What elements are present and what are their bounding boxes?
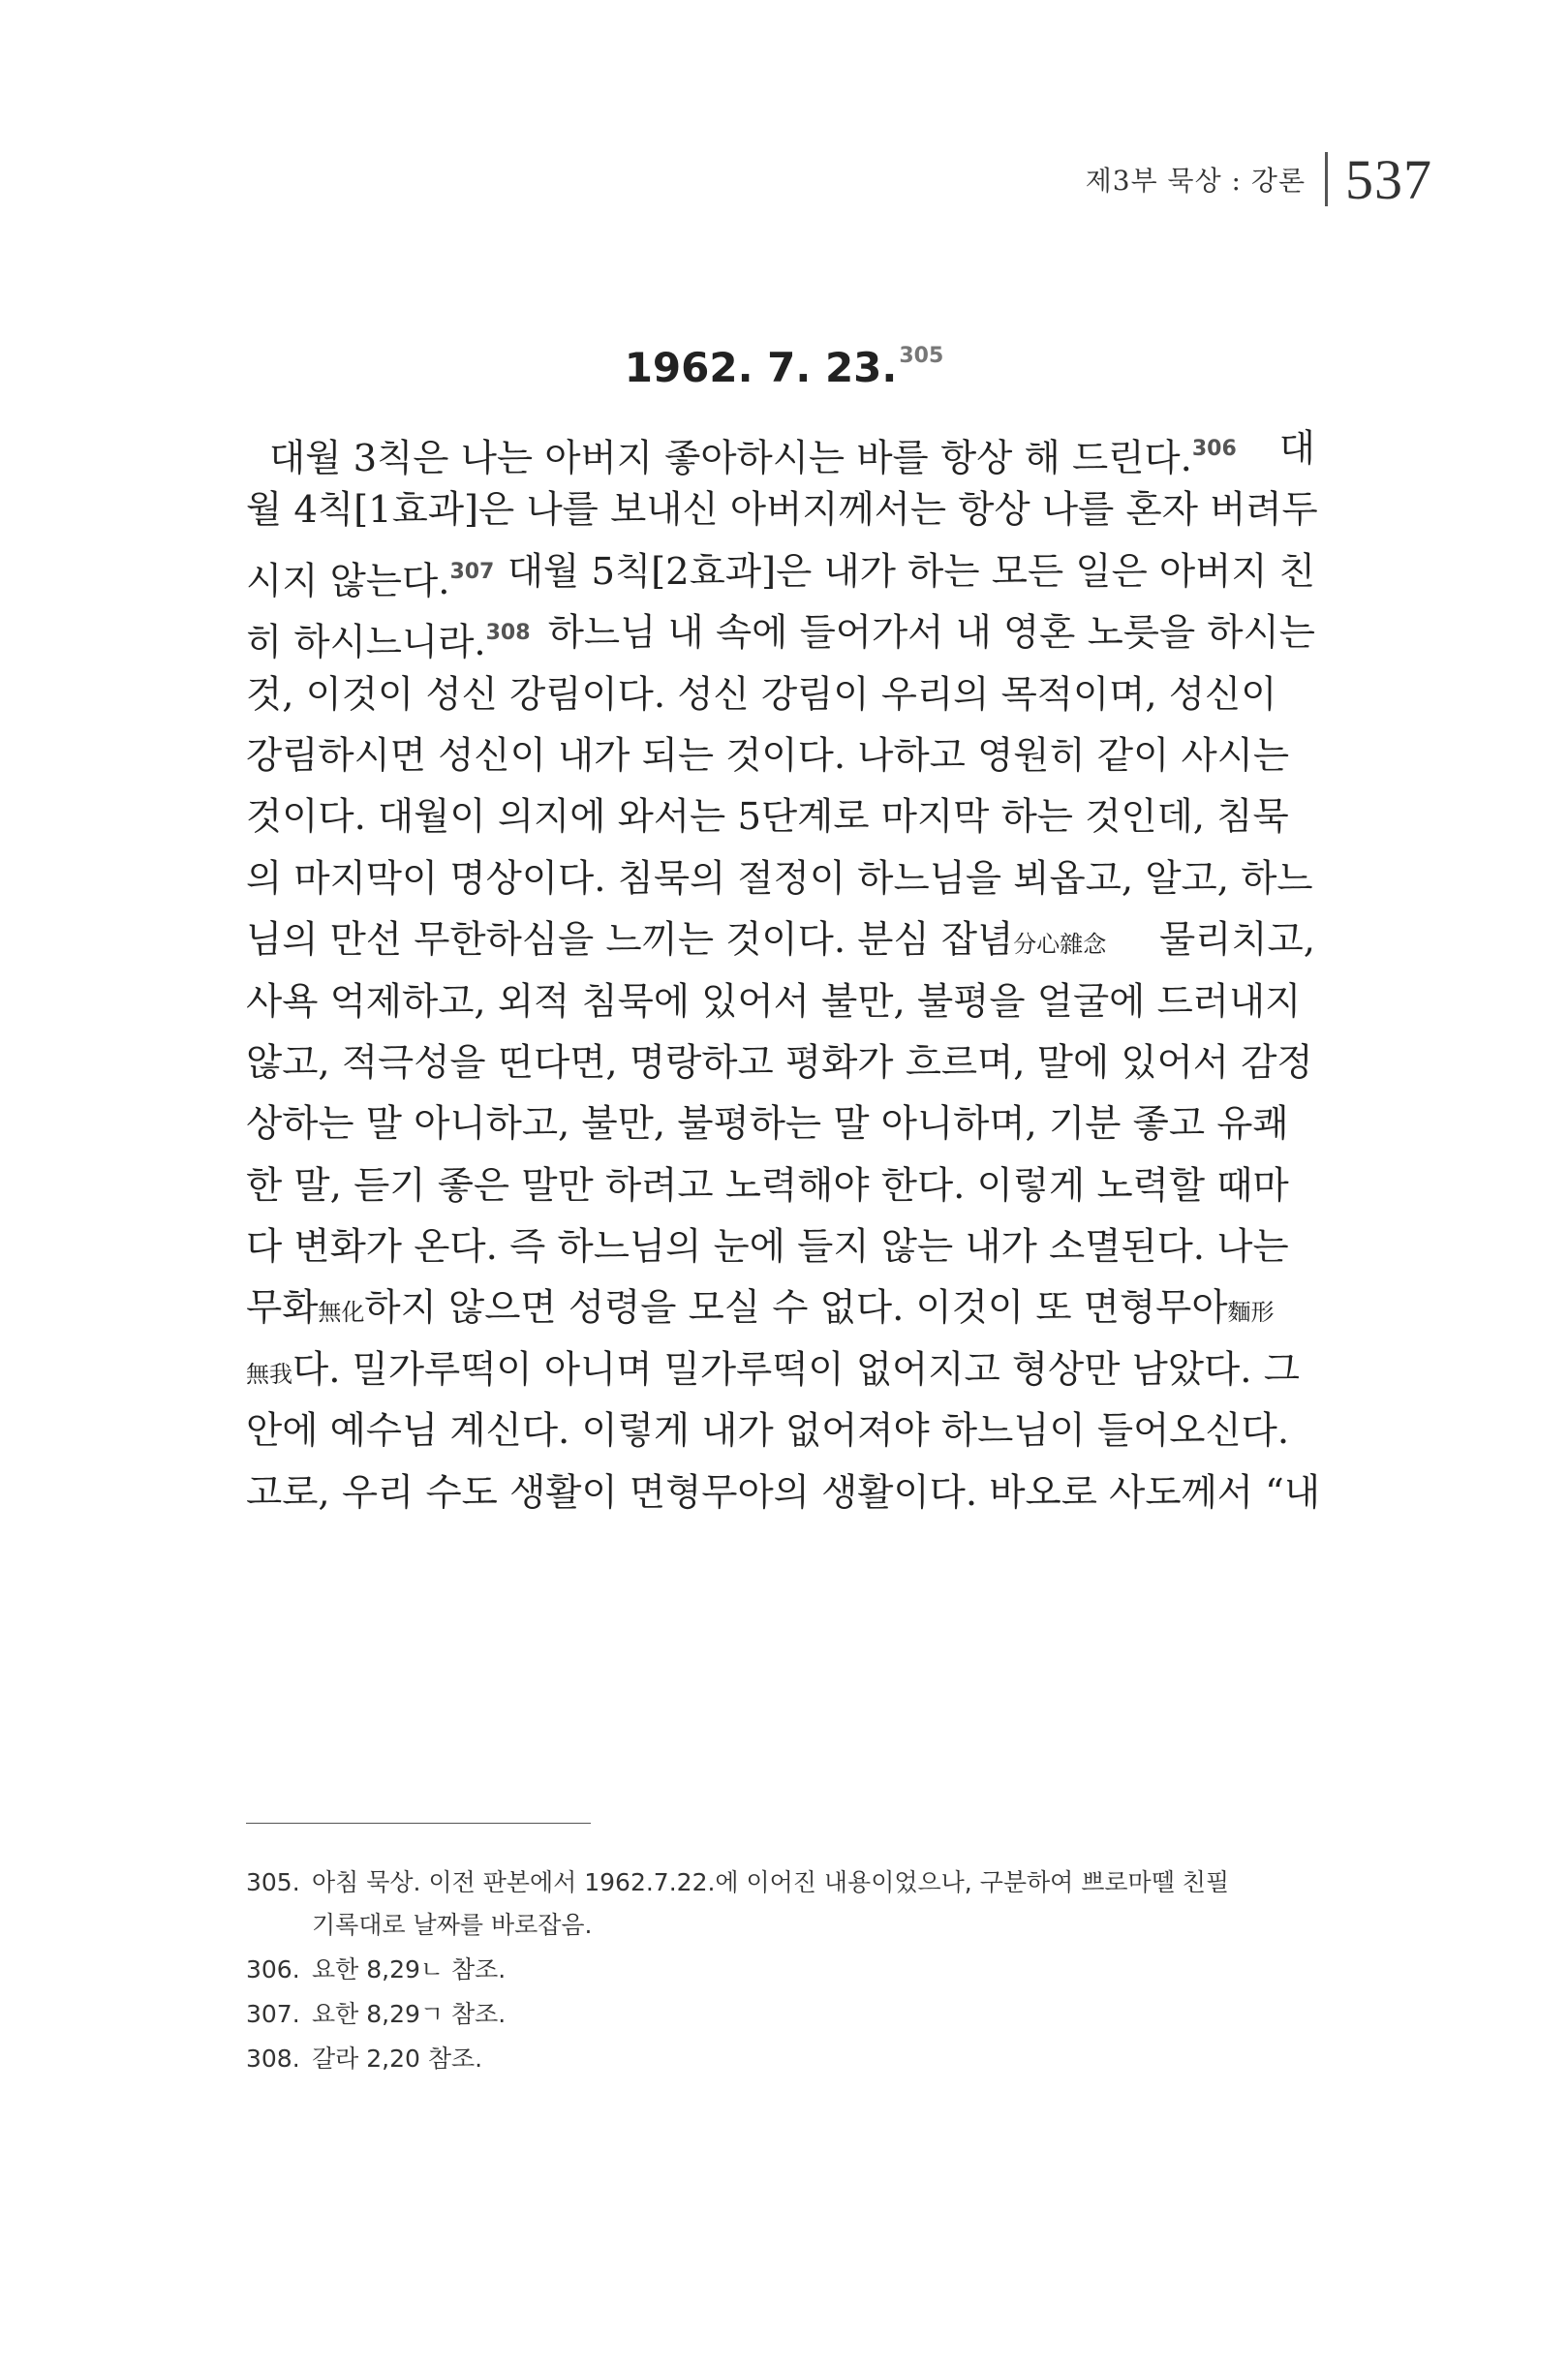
hanja-annotation: 無我 bbox=[246, 1360, 292, 1388]
text-segment: 물리치고, bbox=[1158, 918, 1315, 963]
footnote-number: 305. bbox=[246, 1868, 300, 1896]
text-segment: 대 bbox=[1278, 427, 1315, 471]
text-segment: 대월 3칙은 나는 아버지 좋아하시는 바를 항상 해 드린다.$^{306}$ bbox=[269, 437, 1237, 480]
entry-date: 1962. 7. 23. bbox=[624, 344, 898, 391]
footnote-305 bbox=[246, 1861, 1315, 1947]
page-number: 537 bbox=[1345, 147, 1432, 211]
entry-date-heading bbox=[0, 344, 1568, 391]
text-segment: 하느님 내 속에 들어가서 내 영혼 노릇을 하시는 bbox=[547, 611, 1315, 656]
hanja-annotation: 無化 bbox=[318, 1299, 365, 1327]
text-line: 고로, 우리 수도 생활이 면형무아의 생활이다. 바오로 사도께서 “내 bbox=[246, 1470, 1321, 1515]
text-line bbox=[246, 541, 1315, 602]
text-line: 안에 예수님 계신다. 이렇게 내가 없어져야 하느님이 들어오신다. bbox=[246, 1409, 1290, 1454]
text-segment: 無我다. 밀가루떡이 아니며 밀가루떡이 없어지고 형상만 남았다. 그 bbox=[246, 1347, 1300, 1392]
text-segment: 시지 않는다.$^{307}$ bbox=[246, 559, 495, 603]
footnote-ref-307: 307 bbox=[449, 559, 495, 584]
text-line bbox=[246, 602, 1315, 663]
text-line: 않고, 적극성을 띤다면, 명랑하고 평화가 흐르며, 말에 있어서 감정 bbox=[246, 1040, 1313, 1085]
footnote-number: 308. bbox=[246, 2045, 300, 2073]
footnote-text: 요한 8,29ㄱ 참조. bbox=[312, 2000, 507, 2028]
text-line: 강림하시면 성신이 내가 되는 것이다. 나하고 영원히 같이 사시는 bbox=[246, 733, 1290, 778]
footnote-307 bbox=[246, 1993, 1315, 2036]
footnote-text: 갈라 2,20 참조. bbox=[312, 2045, 483, 2073]
footnote-ref-308: 308 bbox=[485, 621, 531, 646]
footnote-ref-306: 306 bbox=[1191, 437, 1237, 461]
text-segment: 님의 만선 무한하심을 느끼는 것이다. 분심 잡념分心雜念 bbox=[246, 918, 1107, 963]
footnote-number: 307. bbox=[246, 2000, 300, 2028]
part-label: 제3부 묵상 : 강론 bbox=[1085, 165, 1306, 197]
footnotes bbox=[246, 1861, 1315, 2082]
header-divider bbox=[1325, 152, 1328, 206]
text-line: 한 말, 듣기 좋은 말만 하려고 노력해야 한다. 이렇게 노력할 때마 bbox=[246, 1163, 1289, 1208]
text-segment: 대월 5칙[2효과]은 내가 하는 모든 일은 아버지 친 bbox=[507, 549, 1315, 594]
footnote-text: 요한 8,29ㄴ 참조. bbox=[312, 1955, 507, 1984]
text-line: 월 4칙[1효과]은 나를 보내신 아버지께서는 항상 나를 혼자 버려두 bbox=[246, 488, 1318, 533]
footnote-306 bbox=[246, 1949, 1315, 1991]
body-text bbox=[246, 418, 1321, 1523]
footnote-ref-305: 305 bbox=[899, 344, 944, 368]
footnote-number: 306. bbox=[246, 1955, 300, 1984]
text-line: 의 마지막이 명상이다. 침묵의 절정이 하느님을 뵈옵고, 알고, 하느 bbox=[246, 856, 1313, 901]
text-line bbox=[246, 1277, 1315, 1338]
text-line: 것이다. 대월이 의지에 와서는 5단계로 마지막 하는 것인데, 침묵 bbox=[246, 795, 1289, 840]
hanja-annotation: 分心雜念 bbox=[1013, 931, 1107, 959]
text-segment: 무화無化하지 않으면 성령을 모실 수 없다. 이것이 또 면형무아麵形 bbox=[246, 1286, 1275, 1331]
text-line: 상하는 말 아니하고, 불만, 불평하는 말 아니하며, 기분 좋고 유쾌 bbox=[246, 1102, 1289, 1147]
text-line bbox=[246, 1339, 1315, 1400]
text-line: 것, 이것이 성신 강림이다. 성신 강림이 우리의 목적이며, 성신이 bbox=[246, 672, 1277, 717]
text-line bbox=[246, 909, 1315, 970]
footnote-308 bbox=[246, 2038, 1315, 2080]
running-header bbox=[1086, 145, 1432, 213]
text-line: 다 변화가 온다. 즉 하느님의 눈에 들지 않는 내가 소멸된다. 나는 bbox=[246, 1225, 1289, 1270]
footnote-text: 아침 묵상. 이전 판본에서 1962.7.22.에 이어진 내용이었으나, 구분하여 쁘로마뗄 친필 기록대로 날짜를 바로잡음. bbox=[312, 1868, 1230, 1939]
text-line bbox=[246, 418, 1315, 479]
footnote-divider bbox=[246, 1823, 591, 1824]
text-line: 사욕 억제하고, 외적 침묵에 있어서 불만, 불평을 얼굴에 드러내지 bbox=[246, 979, 1302, 1024]
text-segment: 히 하시느니라.$^{308}$ bbox=[246, 621, 531, 665]
hanja-annotation: 麵形 bbox=[1227, 1299, 1275, 1327]
